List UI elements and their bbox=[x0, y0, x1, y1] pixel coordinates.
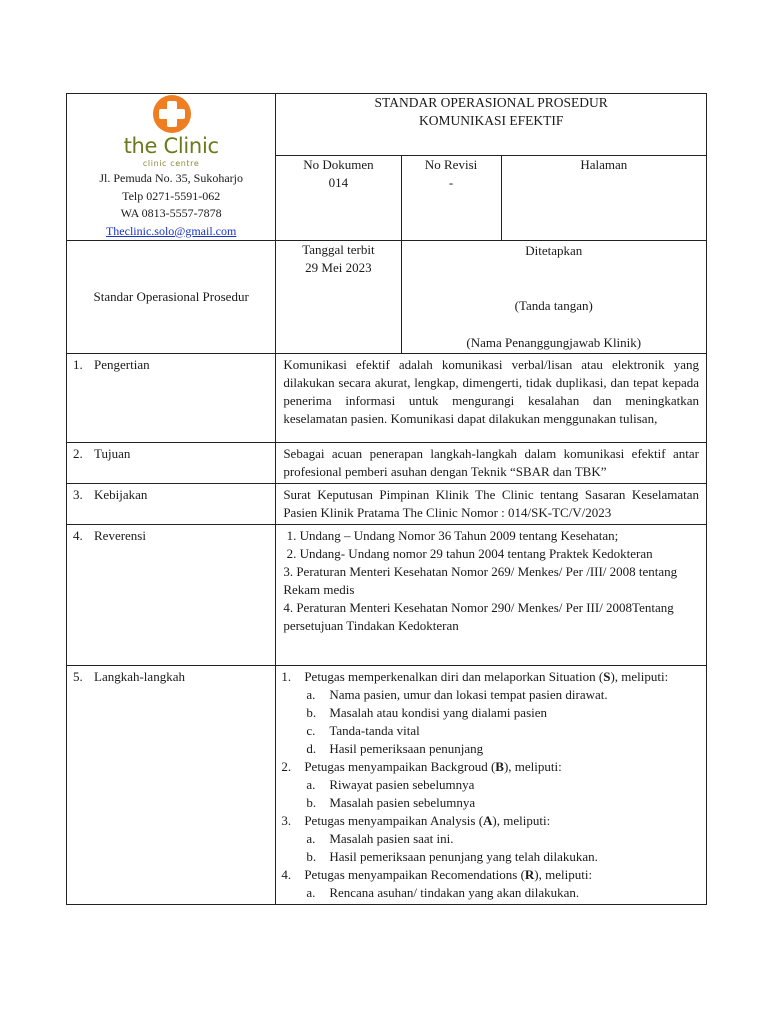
subitem: b. Masalah atau kondisi yang dialami pasien bbox=[306, 705, 548, 720]
subitem: a. Nama pasien, umur dan lokasi tempat pasien dirawat. bbox=[306, 687, 608, 702]
section-label-cell bbox=[67, 666, 276, 905]
step-number: 3. bbox=[281, 813, 292, 828]
section-row bbox=[67, 484, 707, 525]
clinic-logo bbox=[101, 94, 241, 170]
subitem: b. Masalah pasien sebelumnya bbox=[306, 795, 476, 810]
clinic-email-link[interactable]: Theclinic.solo@gmail.com bbox=[105, 223, 237, 238]
section-number: 4. bbox=[73, 528, 83, 543]
logo-name: the Clinic bbox=[123, 134, 219, 158]
issue-date-label: Tanggal terbit bbox=[302, 242, 375, 257]
step-subitems bbox=[304, 884, 699, 902]
step-text: Petugas memperkenalkan diri dan melaporkan Situation (S), meliputi: bbox=[304, 669, 669, 684]
step-number: 2. bbox=[281, 759, 292, 774]
section-content bbox=[276, 525, 707, 666]
page-label: Halaman bbox=[580, 156, 628, 172]
medical-cross-logo-icon bbox=[152, 94, 192, 134]
subitem: a. Riwayat pasien sebelumnya bbox=[306, 777, 475, 792]
responsible-name-placeholder: (Nama Penanggungjawab Klinik) bbox=[466, 335, 642, 350]
clinic-header-cell bbox=[67, 94, 276, 241]
step-subitems bbox=[304, 830, 699, 866]
step-item bbox=[281, 758, 699, 812]
step-subitems bbox=[304, 776, 699, 812]
reference-item: 2. Undang- Undang nomor 29 tahun 2004 tentang Praktek Kedokteran bbox=[283, 546, 653, 561]
subitem: c. Tanda-tanda vital bbox=[306, 723, 420, 738]
section-row bbox=[67, 525, 707, 666]
section-number: 5. bbox=[73, 669, 83, 684]
definition-text: Komunikasi efektif adalah komunikasi verbal/lisan atau elektronik yang dilakukan secara akurat, lengkap, dimengerti, tidak duplikasi, dan tepat kepada penerima informasi untuk mengurangi kesalahan dan meningkatkan keselamatan pasien. Komunikasi dapat dilakukan menggunakan tulisan, bbox=[283, 357, 699, 426]
logo-subtitle: clinic centre bbox=[142, 159, 200, 168]
approval-label: Ditetapkan bbox=[525, 243, 583, 258]
step-number: 1. bbox=[281, 669, 292, 684]
section-row bbox=[67, 443, 707, 484]
reference-item: 4. Peraturan Menteri Kesehatan Nomor 290/ Menkes/ Per III/ 2008Tentang persetujuan Tindakan Kedokteran bbox=[283, 600, 674, 633]
clinic-address: Jl. Pemuda No. 35, Sukoharjo bbox=[99, 171, 243, 185]
document-number-value: 014 bbox=[328, 174, 349, 190]
step-item bbox=[281, 668, 699, 758]
section-content bbox=[276, 354, 707, 443]
policy-text: Surat Keputusan Pimpinan Klinik The Clinic tentang Sasaran Keselamatan Pasien Klinik Pratama The Clinic Nomor : 014/SK-TC/V/2023 bbox=[283, 487, 699, 520]
step-number: 4. bbox=[281, 867, 292, 882]
document-number-cell bbox=[276, 155, 401, 240]
step-text: Petugas menyampaikan Analysis (A), meliputi: bbox=[304, 813, 551, 828]
signature-placeholder: (Tanda tangan) bbox=[514, 298, 593, 313]
section-row bbox=[67, 354, 707, 443]
clinic-phone: Telp 0271-5591-062 bbox=[122, 188, 221, 203]
subitem: d. Hasil pemeriksaan penunjang bbox=[306, 741, 484, 756]
section-content bbox=[276, 443, 707, 484]
section-row bbox=[67, 666, 707, 905]
step-subitems bbox=[304, 686, 699, 758]
section-label: Tujuan bbox=[94, 446, 131, 461]
procedure-steps bbox=[281, 668, 699, 902]
subitem: b. Hasil pemeriksaan penunjang yang telah dilakukan. bbox=[306, 849, 598, 864]
sop-document-table bbox=[66, 93, 707, 905]
clinic-address-block bbox=[67, 170, 275, 240]
section-content bbox=[276, 484, 707, 525]
section-label: Reverensi bbox=[94, 528, 146, 543]
issue-date-value: 29 Mei 2023 bbox=[305, 260, 372, 275]
section-number: 3. bbox=[73, 487, 83, 502]
section-label-cell bbox=[67, 354, 276, 443]
document-subtitle: KOMUNIKASI EFEKTIF bbox=[418, 113, 564, 128]
reference-item: 1. Undang – Undang Nomor 36 Tahun 2009 tentang Kesehatan; bbox=[283, 528, 619, 543]
clinic-whatsapp: WA 0813-5557-7878 bbox=[120, 206, 222, 220]
page-cell bbox=[501, 155, 706, 240]
document-title: STANDAR OPERASIONAL PROSEDUR bbox=[374, 95, 608, 110]
section-label-cell bbox=[67, 484, 276, 525]
step-text: Petugas menyampaikan Recomendations (R), meliputi: bbox=[304, 867, 593, 882]
revision-value: - bbox=[448, 174, 454, 190]
reference-item: 3. Peraturan Menteri Kesehatan Nomor 269/ Menkes/ Per /III/ 2008 tentang Rekam medis bbox=[283, 564, 678, 597]
section-label-cell bbox=[67, 525, 276, 666]
section-number: 1. bbox=[73, 357, 83, 372]
document-title-cell bbox=[276, 94, 707, 156]
purpose-text: Sebagai acuan penerapan langkah-langkah dalam komunikasi efektif antar profesional pemberi asuhan dengan Teknik “SBAR dan TBK” bbox=[283, 446, 699, 479]
step-text: Petugas menyampaikan Backgroud (B), meliputi: bbox=[304, 759, 562, 774]
section-label-cell bbox=[67, 443, 276, 484]
subitem: a. Masalah pasien saat ini. bbox=[306, 831, 454, 846]
subitem: a. Rencana asuhan/ tindakan yang akan dilakukan. bbox=[306, 885, 580, 900]
section-label: Pengertian bbox=[94, 357, 150, 372]
revision-label: No Revisi bbox=[424, 156, 478, 172]
step-item bbox=[281, 812, 699, 866]
issue-date-cell bbox=[276, 241, 401, 354]
section-content bbox=[276, 666, 707, 905]
section-number: 2. bbox=[73, 446, 83, 461]
sop-label-cell bbox=[67, 241, 276, 354]
section-label: Langkah-langkah bbox=[94, 669, 185, 684]
revision-cell bbox=[401, 155, 501, 240]
section-label: Kebijakan bbox=[94, 487, 148, 502]
step-item bbox=[281, 866, 699, 902]
sop-label: Standar Operasional Prosedur bbox=[93, 289, 249, 304]
approval-cell bbox=[401, 241, 707, 354]
document-number-label: No Dokumen bbox=[303, 156, 374, 172]
